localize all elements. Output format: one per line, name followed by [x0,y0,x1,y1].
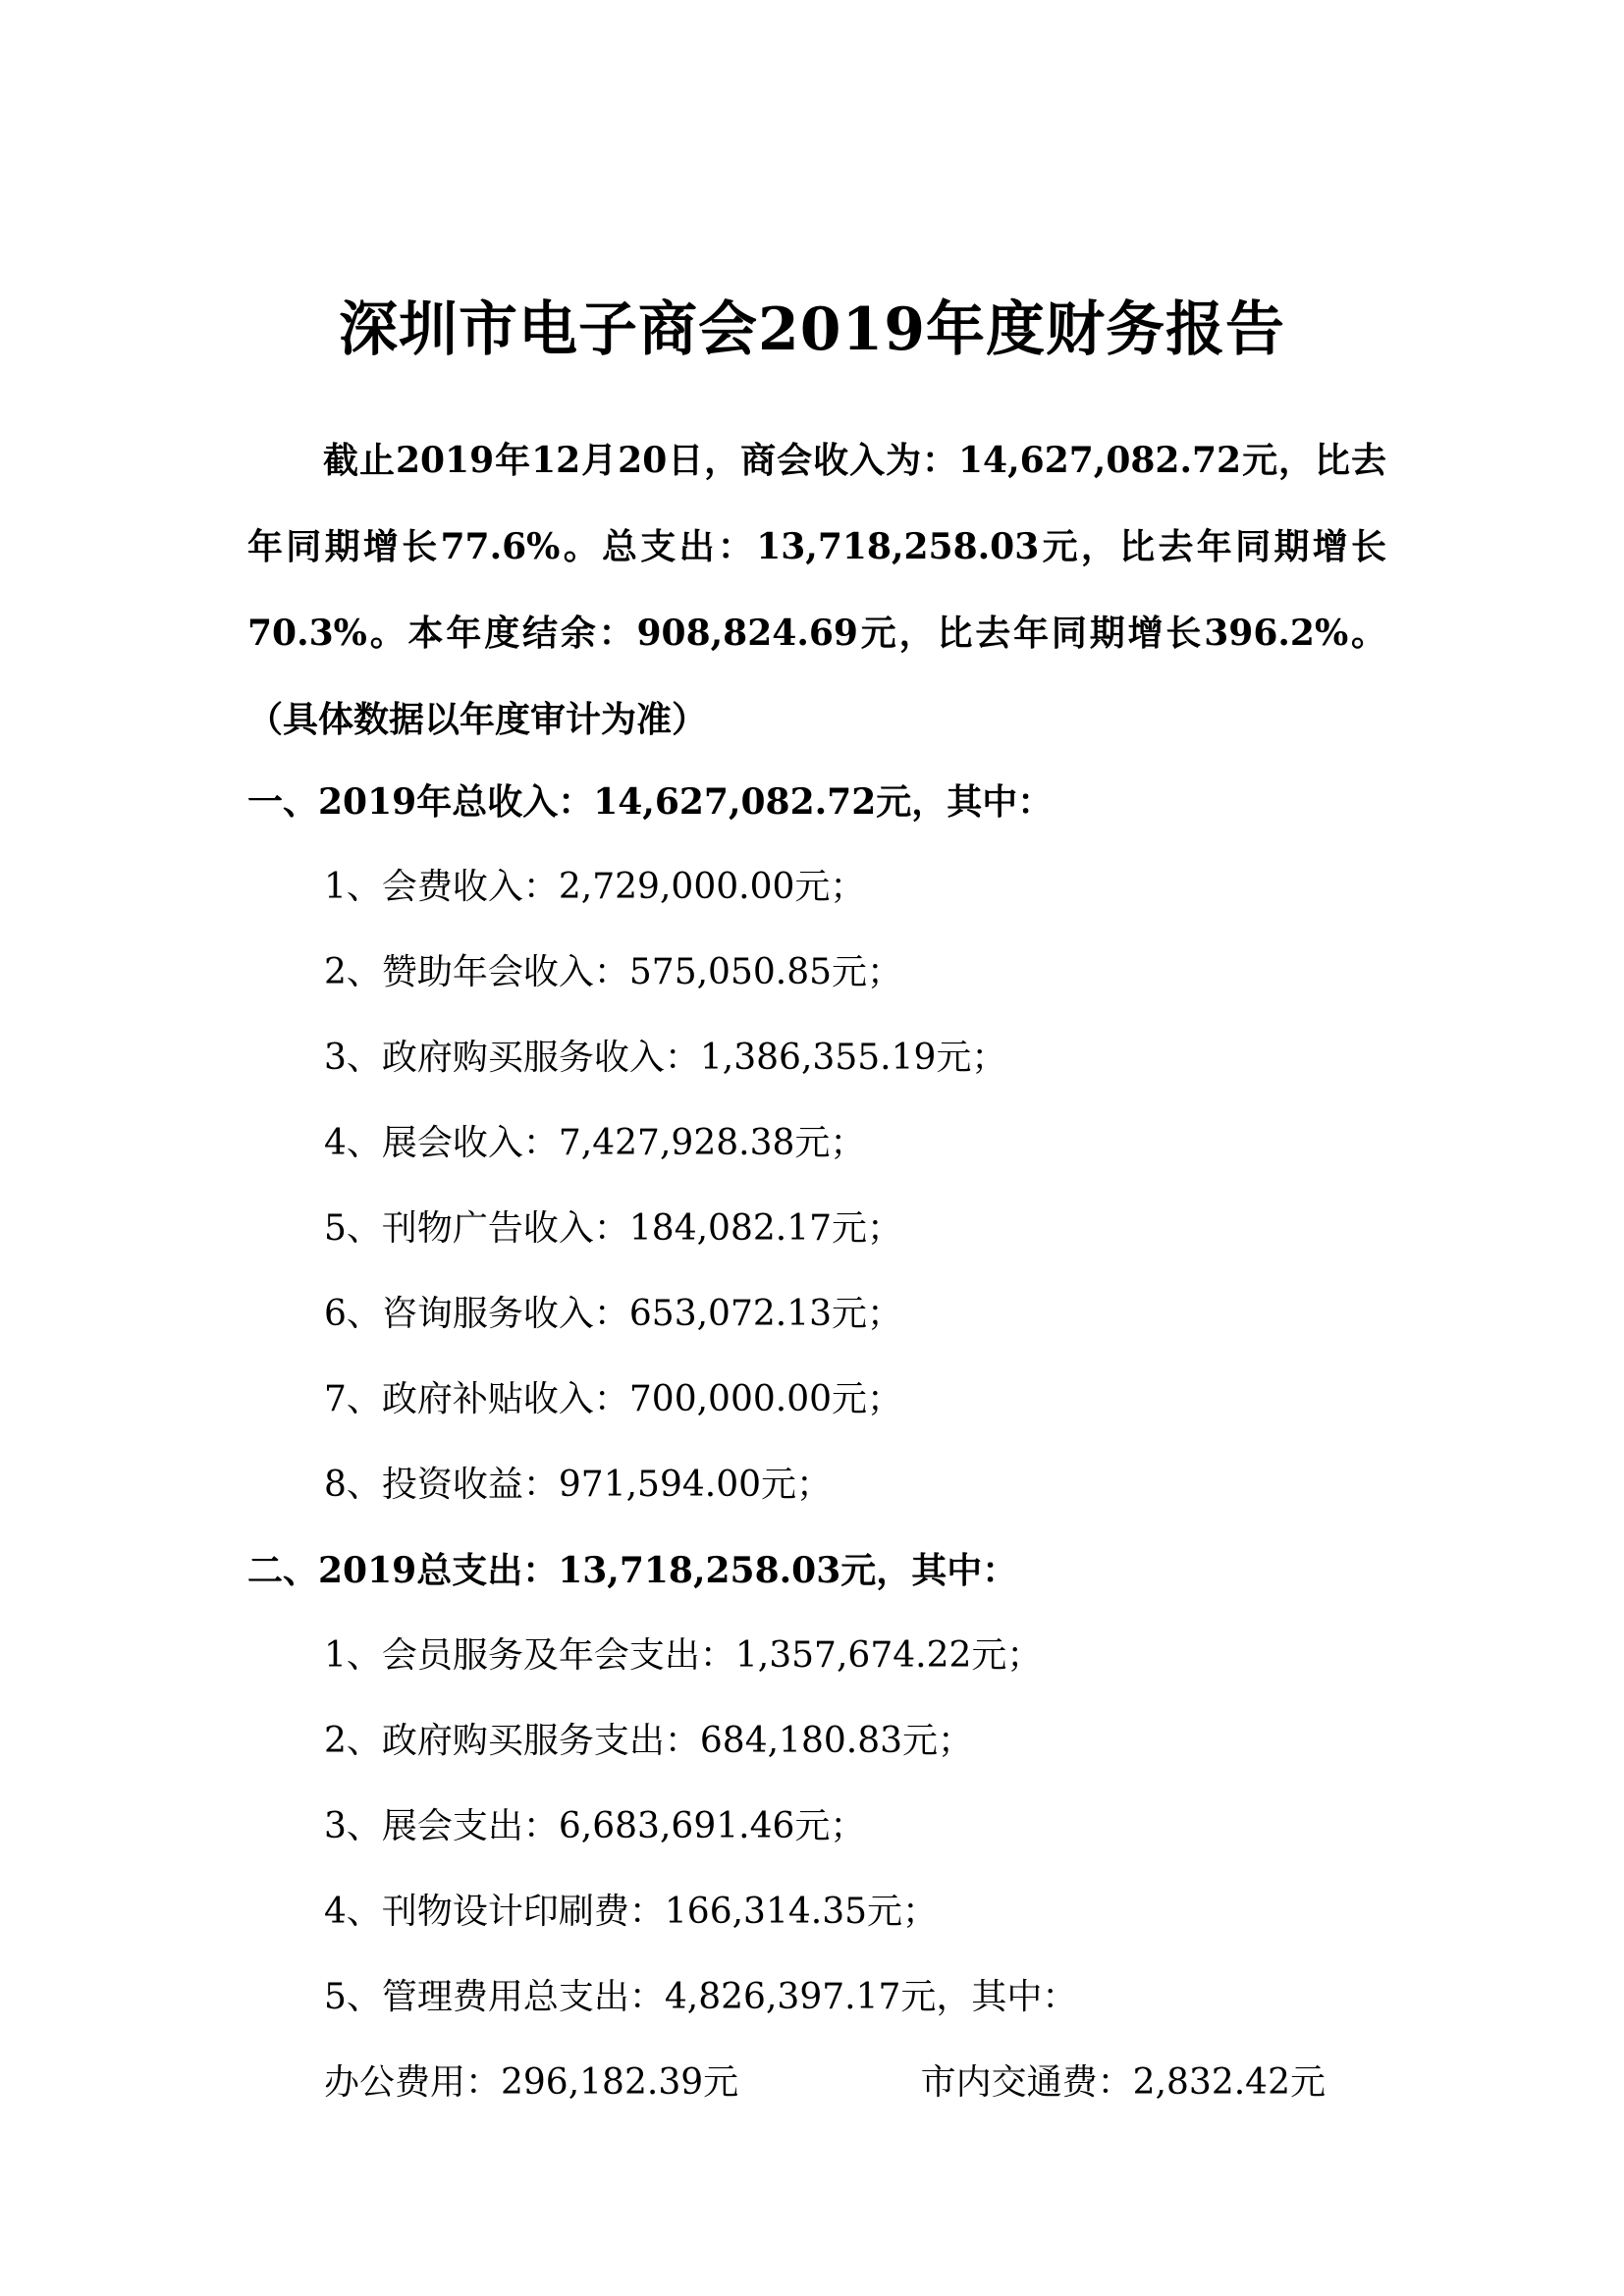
income-heading: 一、2019年总收入：14,627,082.72元，其中： [247,781,1054,823]
expense-item: 2、政府购买服务支出：684,180.83元； [324,1721,974,1761]
income-item: 2、赞助年会收入：575,050.85元； [324,952,903,992]
document-title: 深圳市电子商会2019年度财务报告 [339,295,1285,364]
expense-item: 1、会员服务及年会支出：1,357,674.22元； [324,1635,1043,1676]
income-item: 7、政府补贴收入：700,000.00元； [324,1379,903,1419]
income-item: 3、政府购买服务收入：1,386,355.19元； [324,1038,1007,1078]
income-item: 5、刊物广告收入：184,082.17元； [324,1208,903,1249]
expense-item: 5、管理费用总支出：4,826,397.17元，其中： [324,1977,1078,2017]
expense-item: 3、展会支出：6,683,691.46元； [324,1806,866,1846]
income-item: 8、投资收益：971,594.00元； [324,1465,833,1505]
expense-heading: 二、2019总支出：13,718,258.03元，其中： [247,1550,1018,1591]
income-item: 1、会费收入：2,729,000.00元； [324,867,866,907]
local-transport-expense: 市内交通费：2,832.42元 [920,2062,1326,2103]
admin-expense-breakdown [324,2061,1326,2105]
income-item: 4、展会收入：7,427,928.38元； [324,1123,866,1163]
expense-item: 4、刊物设计印刷费：166,314.35元； [324,1892,939,1932]
summary-paragraph: 截止2019年12月20日，商会收入为：14,627,082.72元，比去年同期增长77.6%。总支出：13,718,258.03元，比去年同期增长70.3%。本年度结余：908,824.69元，比去年同期增长396.2%。（具体数据以年度审计为准） [247,440,1386,740]
office-expense: 办公费用：296,182.39元 [324,2062,739,2103]
income-item: 6、咨询服务收入：653,072.13元； [324,1294,903,1334]
